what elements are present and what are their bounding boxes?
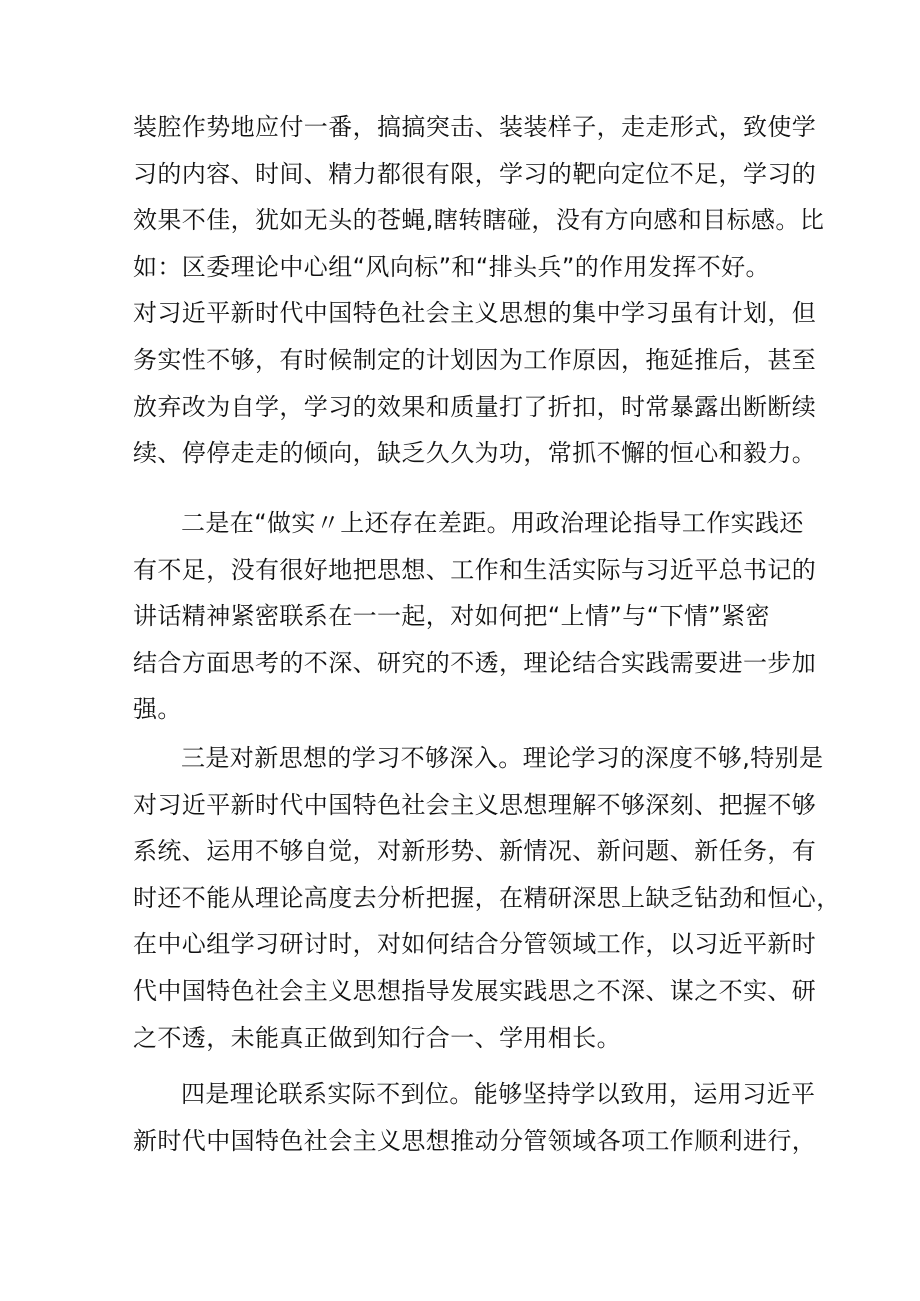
paragraph-line: 时还不能从理论高度去分析把握，在精研深思上缺乏钻劲和恒心，: [133, 883, 841, 912]
paragraph-line: 新时代中国特色社会主义思想推动分管领域各项工作顺利进行，: [133, 1126, 817, 1155]
paragraph-first-line: 四是理论联系实际不到位。能够坚持学以致用，运用习近平: [181, 1080, 816, 1108]
paragraph-continuation: [133, 104, 825, 477]
paragraph-line: 效果不佳，犹如无头的苍蝇,瞎转瞎碰，没有方向感和目标感。比: [133, 206, 825, 235]
paragraph-first-line: 三是对新思想的学习不够深入。理论学习的深度不够,特别是: [181, 744, 824, 772]
paragraph-line: 放弃改为自学，学习的效果和质量打了折扣，时常暴露出断断续: [133, 392, 817, 421]
paragraph-study-depth: [133, 735, 841, 1061]
paragraph-line: 如：区委理论中心组“风向标”和“排头兵”的作用发挥不好。: [133, 252, 770, 281]
paragraph-line: 装腔作势地应付一番，搞搞突击、装装样子，走走形式，致使学: [133, 113, 817, 141]
paragraph-theory-practice: [133, 1071, 817, 1164]
paragraph-line: 对习近平新时代中国特色社会主义思想理解不够深刻、把握不够: [133, 790, 817, 819]
paragraph-line: 对习近平新时代中国特色社会主义思想的集中学习虽有计划，但: [133, 299, 817, 328]
paragraph-line: 续、停停走走的倾向，缺乏久久为功，常抓不懈的恒心和毅力。: [133, 439, 817, 468]
paragraph-line: 结合方面思考的不深、研究的不透，理论结合实践需要进一步加: [133, 648, 817, 677]
paragraph-line: 讲话精神紧密联系在一一起，对如何把“上情”与“下情”紧密: [133, 602, 770, 631]
paragraph-line: 习的内容、时间、精力都很有限，学习的靶向定位不足，学习的: [133, 159, 817, 188]
paragraph-line: 强。: [133, 695, 182, 724]
paragraph-line: 之不透，未能真正做到知行合一、学用相长。: [133, 1023, 621, 1052]
paragraph-line: 务实性不够，有时候制定的计划因为工作原因，拖延推后，甚至: [133, 345, 817, 374]
paragraph-line: 在中心组学习研讨时，对如何结合分管领域工作，以习近平新时: [133, 930, 817, 959]
paragraph-practice-gap: [133, 500, 817, 733]
paragraph-line: 代中国特色社会主义思想指导发展实践思之不深、谋之不实、研: [133, 976, 817, 1005]
paragraph-line: 有不足，没有很好地把思想、工作和生活实际与习近平总书记的: [133, 555, 817, 584]
paragraph-line: 系统、运用不够自觉，对新形势、新情况、新问题、新任务，有: [133, 837, 817, 866]
paragraph-first-line: 二是在“做实〃上还存在差距。用政治理论指导工作实践还: [181, 509, 804, 537]
